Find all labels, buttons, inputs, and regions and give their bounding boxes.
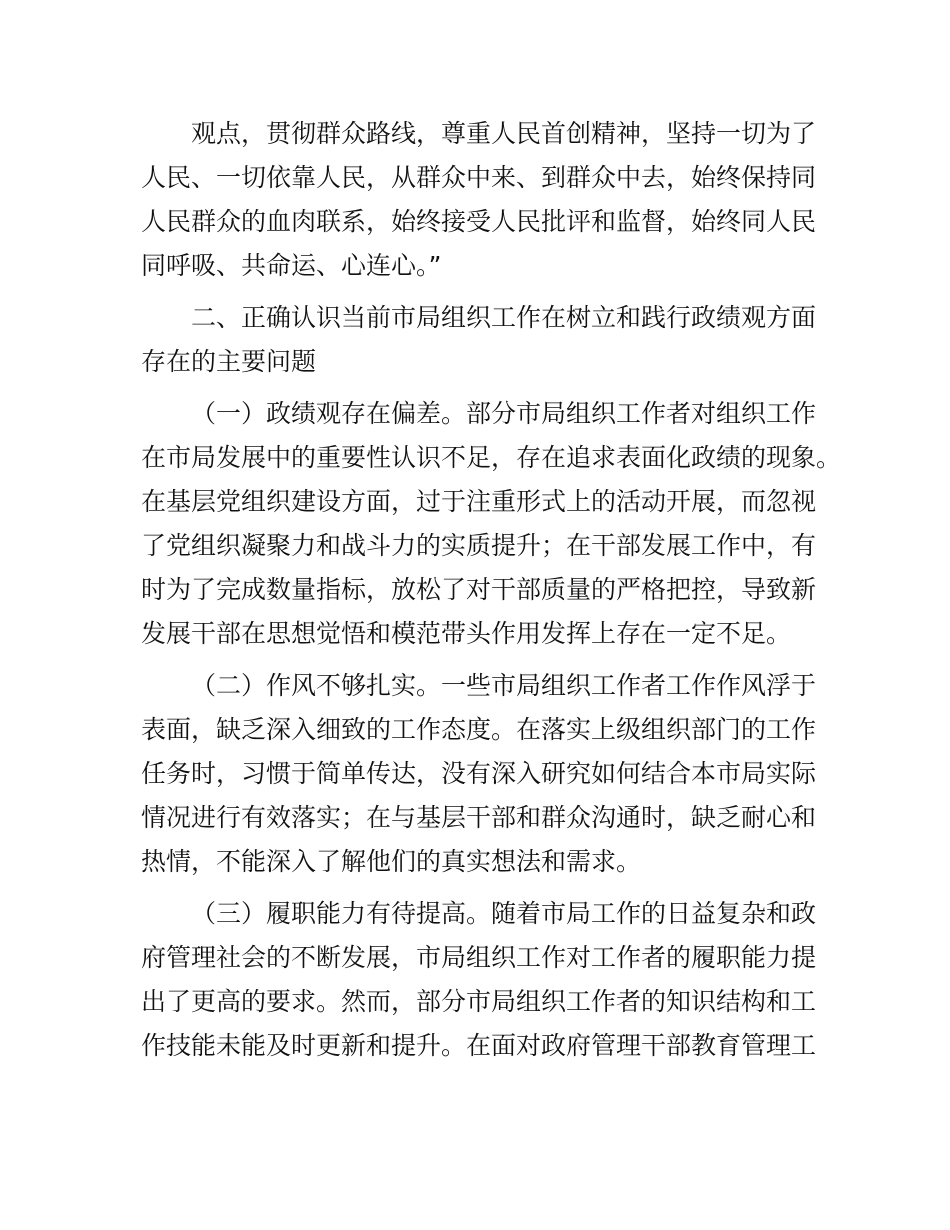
text-line: 发展干部在思想觉悟和模范带头作用发挥上存在一定不足。 (141, 619, 792, 648)
text-line: 作技能未能及时更新和提升。在面对政府管理干部教育管理工 (141, 1031, 817, 1060)
text-line: 府管理社会的不断发展，市局组织工作对工作者的履职能力提 (141, 943, 817, 972)
text-line: 时为了完成数量指标，放松了对干部质量的严格把控，导致新 (141, 575, 817, 604)
document-body (141, 112, 842, 1076)
text-line: 同呼吸、共命运、心连心。” (141, 251, 442, 280)
text-line: 表面，缺乏深入细致的工作态度。在落实上级组织部门的工作 (141, 715, 817, 744)
text-line: 热情，不能深入了解他们的真实想法和需求。 (141, 847, 642, 876)
text-line: 二、正确认识当前市局组织工作在树立和践行政绩观方面 (191, 303, 817, 332)
text-line: 人民、一切依靠人民，从群众中来、到群众中去，始终保持同 (141, 163, 817, 192)
paragraph-point-1 (141, 392, 842, 656)
text-line: （一）政绩观存在偏差。部分市局组织工作者对组织工作 (191, 399, 817, 428)
text-line: 任务时，习惯于简单传达，没有深入研究如何结合本市局实际 (141, 759, 817, 788)
paragraph-point-3 (141, 892, 821, 1068)
text-line: 在市局发展中的重要性认识不足，存在追求表面化政绩的现象。 (141, 443, 842, 472)
text-line: 观点，贯彻群众路线，尊重人民首创精神，坚持一切为了 (191, 119, 817, 148)
paragraph-continuation (141, 112, 821, 288)
text-line: 在基层党组织建设方面，过于注重形式上的活动开展，而忽视 (141, 487, 817, 516)
text-line: 出了更高的要求。然而，部分市局组织工作者的知识结构和工 (141, 987, 817, 1016)
text-line: 了党组织凝聚力和战斗力的实质提升；在干部发展工作中，有 (141, 531, 817, 560)
section-heading (141, 296, 821, 384)
paragraph-point-2 (141, 664, 821, 884)
text-line: 存在的主要问题 (141, 347, 317, 376)
text-line: （二）作风不够扎实。一些市局组织工作者工作作风浮于 (191, 671, 817, 700)
text-line: （三）履职能力有待提高。随着市局工作的日益复杂和政 (191, 899, 817, 928)
text-line: 人民群众的血肉联系，始终接受人民批评和监督，始终同人民 (141, 207, 817, 236)
text-line: 情况进行有效落实；在与基层干部和群众沟通时，缺乏耐心和 (141, 803, 817, 832)
